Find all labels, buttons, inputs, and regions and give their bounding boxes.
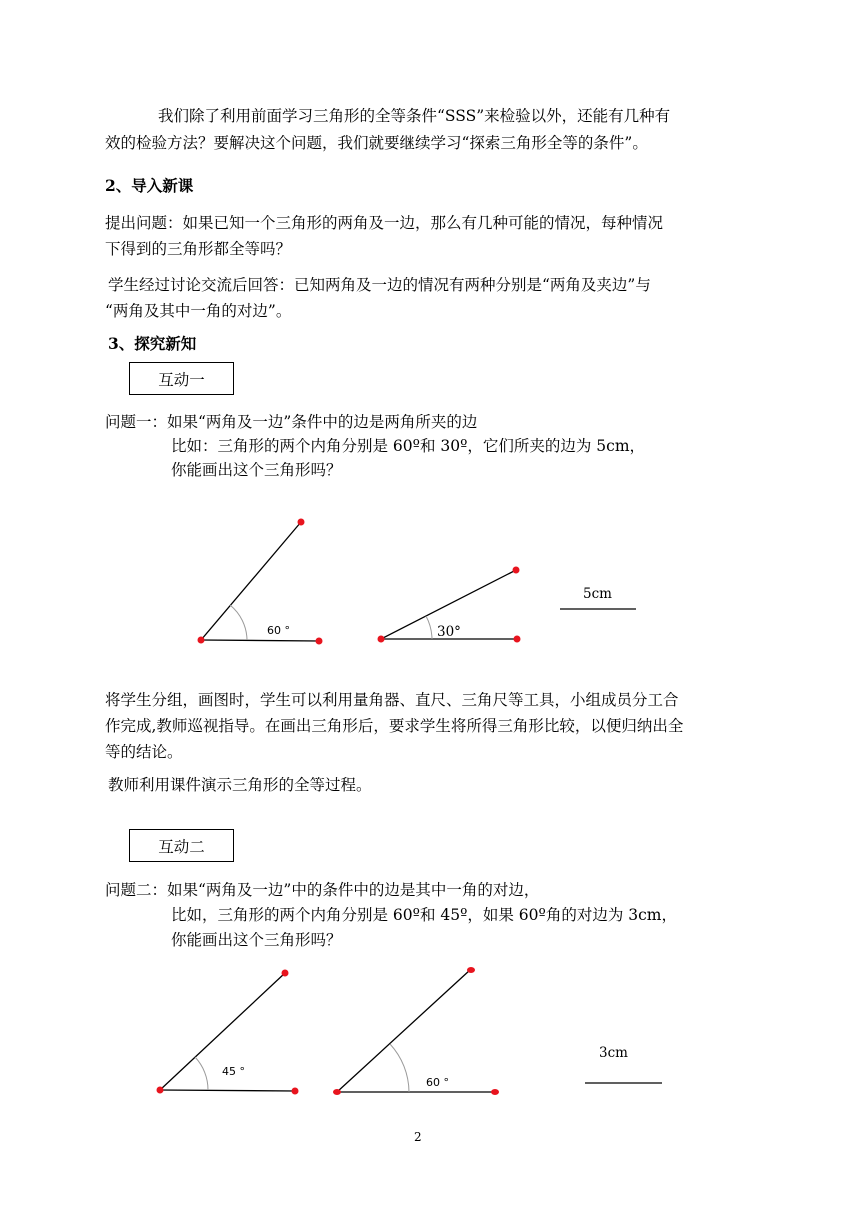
problem-2-line-2: 比如，三角形的两个内角分别是 60º和 45º，如果 60º角的对边为 3cm， xyxy=(171,906,677,924)
angle-60b-slanted-ray xyxy=(337,970,470,1092)
answer-line-2: “两角及其中一角的对边”。 xyxy=(105,302,292,320)
section-2-title: 2、导入新课 xyxy=(105,176,194,195)
endpoint-dot xyxy=(292,1088,299,1095)
problem-1-line-1: 问题一：如果“两角及一边”条件中的边是两角所夹的边 xyxy=(105,413,478,431)
segment-label-5cm: 5cm xyxy=(583,586,612,602)
endpoint-dot xyxy=(298,519,305,526)
group-line-1: 将学生分组，画图时，学生可以利用量角器、直尺、三角尺等工具，小组成员分工合 xyxy=(105,691,679,709)
answer-line-1: 学生经过讨论交流后回答：已知两角及一边的情况有两种分别是“两角及夹边”与 xyxy=(108,276,651,294)
angle-figure-60-b xyxy=(333,967,499,1095)
problem-2-line-1: 问题二：如果“两角及一边”中的条件中的边是其中一角的对边， xyxy=(105,881,540,899)
endpoint-dot xyxy=(467,967,475,973)
angle-label-30: 30° xyxy=(437,624,461,640)
problem-2-line-3: 你能画出这个三角形吗？ xyxy=(171,931,342,949)
group-line-2: 作完成,教师巡视指导。在画出三角形后，要求学生将所得三角形比较，以便归纳出全 xyxy=(105,717,684,735)
intro-line-1: 我们除了利用前面学习三角形的全等条件“SSS”来检验以外，还能有几种有 xyxy=(158,107,671,125)
vertex-dot xyxy=(157,1087,164,1094)
demo-line: 教师利用课件演示三角形的全等过程。 xyxy=(108,776,372,794)
problem-1-line-3: 你能画出这个三角形吗？ xyxy=(171,461,342,479)
angle-60-arc xyxy=(230,605,247,640)
question-line-2: 下得到的三角形都全等吗？ xyxy=(105,240,292,258)
section-3-title: 3、探究新知 xyxy=(108,334,197,353)
problem-1-line-2: 比如：三角形的两个内角分别是 60º和 30º，它们所夹的边为 5cm， xyxy=(171,437,646,455)
page-number: 2 xyxy=(414,1130,422,1144)
endpoint-dot xyxy=(491,1089,499,1095)
vertex-dot xyxy=(333,1089,341,1095)
endpoint-dot xyxy=(514,636,521,643)
angle-label-60-a: 60 ° xyxy=(267,624,290,637)
vertex-dot xyxy=(198,637,205,644)
question-line-1: 提出问题：如果已知一个三角形的两角及一边，那么有几种可能的情况，每种情况 xyxy=(105,214,664,232)
group-line-3: 等的结论。 xyxy=(105,743,183,761)
angle-30-arc xyxy=(426,616,432,639)
angle-60-base-ray xyxy=(201,640,319,641)
angle-60-slanted-ray xyxy=(201,522,301,640)
angle-45-arc xyxy=(195,1057,208,1090)
angle-label-60-b: 60 ° xyxy=(426,1076,449,1089)
angle-label-45: 45 ° xyxy=(222,1065,245,1078)
endpoint-dot xyxy=(316,638,323,645)
activity-2-label: 互动二 xyxy=(158,837,205,856)
endpoint-dot xyxy=(513,567,520,574)
endpoint-dot xyxy=(282,970,289,977)
activity-2-box xyxy=(129,829,234,862)
segment-label-3cm: 3cm xyxy=(599,1045,628,1061)
angle-45-base-ray xyxy=(160,1090,295,1091)
angle-figure-60-a xyxy=(198,519,323,645)
intro-line-2: 效的检验方法？要解决这个问题，我们就要继续学习“探索三角形全等的条件”。 xyxy=(105,134,648,152)
angle-60b-arc xyxy=(390,1044,409,1092)
vertex-dot xyxy=(378,636,385,643)
activity-1-label: 互动一 xyxy=(158,370,205,389)
